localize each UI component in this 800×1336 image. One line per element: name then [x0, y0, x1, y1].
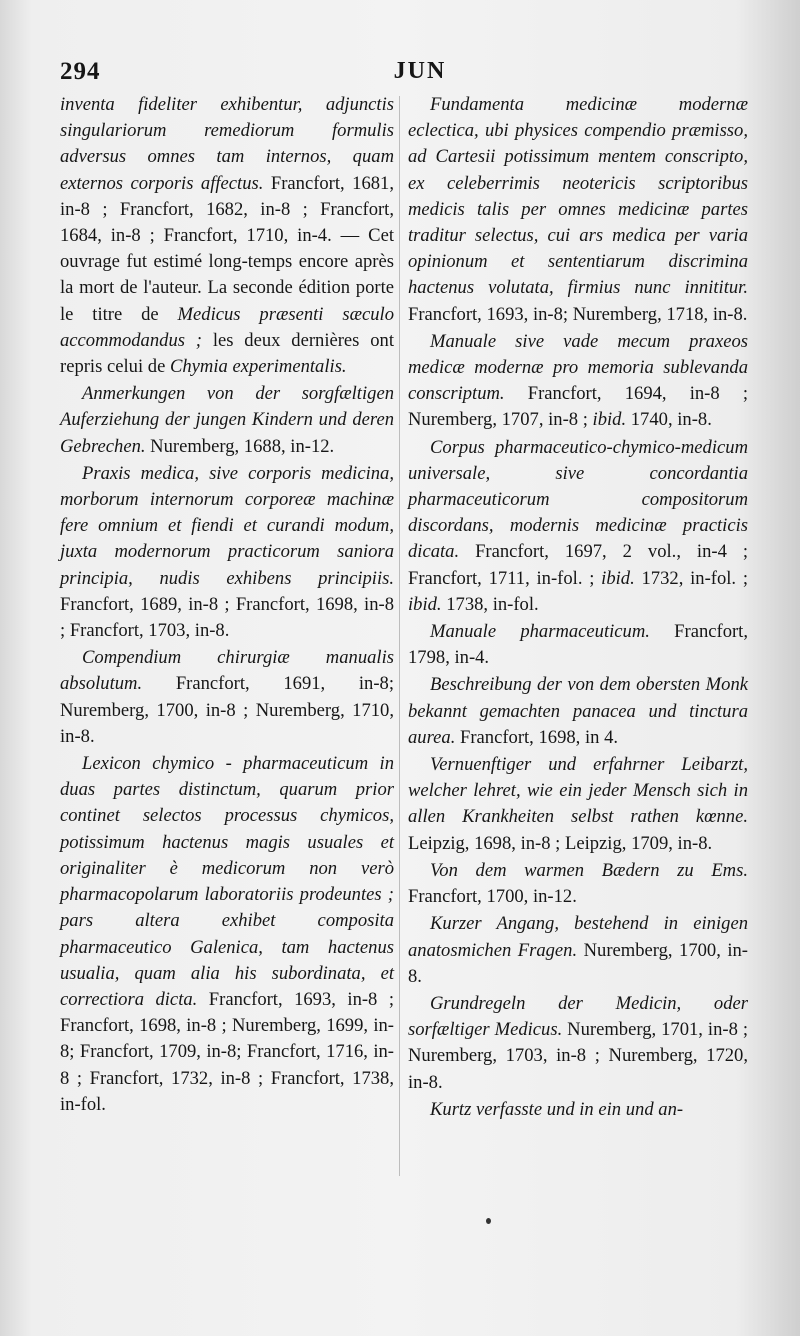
entry-imprint: Nuremberg, 1700, in-8.: [408, 939, 748, 987]
bibliography-entry: [60, 751, 394, 1118]
ink-speck: [486, 1218, 491, 1224]
entry-title: Beschreibung der von dem obersten Monk bekannt gemachten panacea und tinctura aurea.: [408, 674, 748, 748]
bibliography-entry: [60, 92, 394, 380]
entry-title: Grundregeln der Medicin, oder sorfæltiger Medicus.: [408, 992, 748, 1041]
entry-title: Praxis medica, sive corporis medicina, morborum internorum corporeæ machinæ fere omnium et fiendi et curandi modum, juxta modernorum practicorum saniora principia, nudis exhibens principiis.: [60, 462, 394, 589]
left-column: [60, 92, 394, 1119]
entry-ibid: ibid.: [408, 593, 442, 615]
bibliography-entry: [408, 911, 748, 990]
bibliography-entry: [408, 672, 748, 751]
bibliography-entry: [408, 991, 748, 1096]
entry-imprint: Francfort, 1693, in-8 ; Francfort, 1698, in-8 ; Nuremberg, 1699, in-8; Francfort, 1709, in-8; Francfort, 1716, in-8 ; Francfort, 1732, in-8 ; Francfort, 1738, in-fol.: [60, 988, 394, 1115]
entry-title: Von dem warmen Bædern zu Ems.: [430, 859, 748, 881]
entry-title: Vernuenftiger und erfahrner Leibarzt, welcher lehret, wie ein jeder Mensch sich in allen Krankheiten selbst rathen kœnne.: [408, 754, 748, 828]
entry-ibid: ibid.: [592, 409, 627, 431]
entry-imprint: Nuremberg, 1688, in-12.: [145, 435, 335, 457]
bibliography-entry: [60, 645, 394, 750]
page-header: [60, 58, 760, 92]
entry-imprint: Francfort, 1798, in-4.: [408, 621, 748, 669]
entry-note: les deux dernières ont repris celui de: [60, 329, 395, 378]
bibliography-entry: [408, 435, 748, 618]
bibliography-entry: [408, 329, 748, 434]
bibliography-entry: [408, 1097, 748, 1123]
entry-imprint: Francfort, 1691, in-8; Nuremberg, 1700, in-8 ; Nuremberg, 1710, in-8.: [60, 673, 394, 747]
entry-ibid: ibid.: [601, 567, 635, 589]
entry-imprint: Francfort, 1697, 2 vol., in-4 ; Francfort, 1711, in-fol. ;: [408, 541, 748, 589]
entry-imprint: Francfort, 1698, in 4.: [455, 726, 619, 748]
entry-imprint-tail: 1732, in-fol. ;: [634, 567, 749, 589]
entry-imprint: Francfort, 1694, in-8 ; Nuremberg, 1707, in-8 ;: [408, 383, 748, 431]
entry-alt-title: Medicus præsenti sæculo accommodandus ;: [60, 303, 394, 351]
entry-title: Kurtz verfasste und in ein und an-: [430, 1098, 684, 1120]
entry-title: Kurzer Angang, bestehend in einigen anatosmichen Fragen.: [408, 913, 748, 961]
entry-title: Lexicon chymico - pharmaceuticum in duas partes distinctum, quarum prior continet selectos processus chymicos, potissimum hactenus magis usuales et originaliter è medicorum non verò pharmacopolarum laboratoriis prodeuntes ; pars altera exhibet composita pharmaceutico Galenica, tam hactenus usualia, quam alia his subordinata, et correctiora dicta.: [60, 753, 394, 1010]
bibliography-entry: [60, 461, 394, 644]
right-column: [408, 92, 748, 1124]
bibliography-entry: [408, 92, 748, 328]
entry-title: Compendium chirurgiæ manualis absolutum.: [60, 647, 394, 695]
running-head: JUN: [393, 58, 447, 84]
bibliography-entry: [408, 858, 748, 910]
entry-imprint: Francfort, 1693, in-8; Nuremberg, 1718, in-8.: [408, 303, 748, 325]
entry-imprint: Leipzig, 1698, in-8 ; Leipzig, 1709, in-8.: [408, 832, 713, 854]
entry-title: Manuale sive vade mecum praxeos medicæ modernæ pro memoria sublevanda conscriptum.: [408, 330, 748, 405]
entry-imprint: Francfort, 1689, in-8 ; Francfort, 1698, in-8 ; Francfort, 1703, in-8.: [60, 593, 394, 642]
entry-imprint-tail: 1740, in-8.: [626, 409, 712, 431]
bibliography-entry: [408, 752, 748, 857]
entry-title: inventa fideliter exhibentur, adjunctis singulariorum remediorum formulis adversus omnes tam internos, quam externos corporis affectus.: [60, 94, 394, 194]
entry-alt-title: Chymia experimentalis.: [169, 356, 347, 378]
bibliography-entry: [408, 619, 748, 671]
entry-imprint: Francfort, 1681, in-8 ; Francfort, 1682, in-8 ; Francfort, 1684, in-8 ; Francfort, 1710, in-4. — Cet ouvrage fut estimé long-temps encore après la mort de l'auteur. La seconde édition porte le titre de: [60, 172, 394, 325]
bibliography-entry: [60, 381, 394, 460]
entry-imprint: Francfort, 1700, in-12.: [408, 886, 577, 908]
entry-title: Corpus pharmaceutico-chymico-medicum universale, sive concordantia pharmaceuticorum compositorum discordans, modernis medicinæ practicis dicata.: [408, 436, 748, 563]
entry-title: Fundamenta medicinæ modernæ eclectica, ubi physices compendio præmisso, ad Cartesii potissimum mentem conscripto, ex celeberrimis neotericis scriptoribus medicis talis per omnes medicinæ partes traditur selectus, cui ars medica per varia opinionum et sententiarum discrimina hactenus volutata, firmius nunc innititur.: [408, 94, 748, 299]
entry-title: Manuale pharmaceuticum.: [430, 621, 650, 643]
entry-imprint-tail: 1738, in-fol.: [441, 593, 539, 615]
column-gutter: [399, 96, 400, 1176]
entry-imprint: Nuremberg, 1701, in-8 ; Nuremberg, 1703, in-8 ; Nuremberg, 1720, in-8.: [408, 1019, 748, 1093]
page-number: 294: [60, 58, 101, 85]
entry-title: Anmerkungen von der sorgfæltigen Auferziehung der jungen Kindern und deren Gebrechen.: [60, 383, 394, 457]
